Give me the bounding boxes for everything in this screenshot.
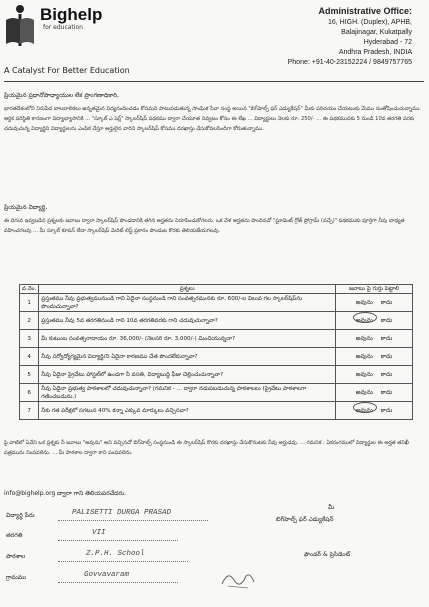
office-line: Balajinagar, Kukatpally [341, 29, 412, 36]
row-question: మీ కుటుంబ సంవత్సరాదాయం రూ. 36,000/- (నెలసరి రూ. 3,000/-) మించియున్నదా? [39, 330, 336, 348]
no-option[interactable]: కాదు [380, 316, 393, 324]
name-value[interactable]: PALISETTI DURGA PRASAD [72, 509, 172, 517]
bighelp-logo-icon [4, 4, 36, 48]
office-title: Administrative Office: [318, 6, 412, 16]
yes-option[interactable]: అవును [355, 370, 373, 378]
yes-option[interactable]: అవును [355, 334, 373, 342]
answer-cell[interactable] [336, 294, 413, 312]
class-label: తరగతి [6, 532, 23, 539]
row-number: 7 [20, 402, 39, 420]
answer-cell[interactable] [336, 330, 413, 348]
yes-option[interactable]: అవును [356, 407, 373, 414]
brand-name: Bighelp [40, 5, 103, 24]
selected-circle-mark [353, 402, 377, 413]
table-row [20, 348, 413, 366]
class-value[interactable]: VII [92, 529, 106, 537]
no-option[interactable]: కాదు [380, 352, 393, 360]
office-line: Hyderabad - 72 [363, 39, 412, 46]
header-serial: వ.నెం. [20, 285, 39, 294]
row-question: ప్రస్తుతము నీవు ప్రభుత్వమునుండి గాని ఏదైనా సంస్థనుండి గాని సంవత్సరమునకు రూ. 600/-ల విలువ గల స్కాలర్‌షిప్‌ను పొందుచున్నావా? [39, 294, 336, 312]
eligibility-table [19, 284, 413, 420]
row-question: నీకు గత పరీక్షలో సగటున 40% కన్నా ఎక్కువ మార్కులు వచ్చినవా? [39, 402, 336, 420]
table-row [20, 366, 413, 384]
row-number: 4 [20, 348, 39, 366]
row-number: 2 [20, 312, 39, 330]
signoff-closing: మీ [328, 504, 335, 511]
intro-body: భారతదేశంలోని నిరుపేద బాలబాలికలు ఉన్నతమైన విద్యనందించడం కోసమని పాటుపడుతున్న సాంఘిక సేవా సంస్థ అయిన "బిగ్‌హెల్ప్ ఫర్ ఎడ్యుకేషన్" మీకు పరిచయం చేయటంకు మేము సంతోషించుచున్నాము. ఆర్థిక పరిస్థితి కారణంగా విద్యాభ్యాసానికి ... "స్కూల్ ఎ పెర్ల్" స్కాలర్‌షిప్ పథకము ద్వారా చేయూత నివ్వటం కోసం ఈ లేఖ ... విద్యార్థులు నెలకు రూ. 250/- ... ఈ పథకమునకు 5 నుండి 10వ తరగతి వరకు చదువుచున్న విద్యార్థిని విద్యార్థులను ఎంపిక చేస్తూ అర్హులైన వారిని స్కాలర్‌షిప్ కోసము దరఖాస్తు చేసుకోవలసిందిగా కోరుతున్నాము. [4, 106, 422, 132]
contact-email: info@bighelp.org ద్వారా గాని తెలియపరచేదరు. [4, 490, 127, 497]
header-answer: జవాబు పై గుర్తు పెట్టాలి [336, 285, 413, 294]
answer-cell[interactable] [336, 348, 413, 366]
no-option[interactable]: కాదు [380, 370, 393, 378]
row-number: 5 [20, 366, 39, 384]
school-label: పాఠశాల [6, 553, 26, 560]
office-line: 16, HIGH. (Duplex), APHB, [327, 19, 412, 26]
class-underline [58, 540, 178, 541]
school-value[interactable]: Z.P.H. School [86, 550, 145, 558]
row-question: ప్రస్తుతము నీవు 5వ తరగతినుండి గాని 10వ తరగతివరకు గాని చదువుచున్నావా? [39, 312, 336, 330]
yes-option[interactable]: అవును [355, 298, 373, 306]
handwritten-signature-icon [218, 566, 258, 590]
name-label: విద్యార్థి పేరు [6, 512, 35, 519]
no-option[interactable]: కాదు [380, 334, 393, 342]
table-row [20, 402, 413, 420]
village-value[interactable]: Govvavaram [84, 571, 130, 579]
row-number: 6 [20, 384, 39, 402]
table-row [20, 384, 413, 402]
table-row [20, 294, 413, 312]
yes-option[interactable]: అవును [356, 317, 373, 324]
header-question: ప్రశ్నలు [39, 285, 336, 294]
name-underline [58, 520, 208, 521]
no-option[interactable]: కాదు [380, 406, 393, 414]
row-number: 3 [20, 330, 39, 348]
answer-cell[interactable] [336, 402, 413, 420]
signoff-org: బిగ్‌హెల్ప్ ఫర్ ఎడ్యుకేషన్ [276, 516, 334, 523]
village-label: గ్రామము [6, 574, 27, 581]
row-question: నీవు సర్వోద్యోగ్యమైన విద్యార్థి/ని ఏదైనా కారణము చేత పొందలేకున్నావా? [39, 348, 336, 366]
student-salutation: ప్రియమైన విద్యార్థి, [4, 204, 48, 211]
office-phone: Phone: +91-40-23152224 / 9849757765 [287, 59, 412, 66]
row-question: నీవు ఏదైనా ప్రభుత్వ పాఠశాలలో చదువుచున్నావా? (గమనిక - ... ద్వారా నడుపబడుచున్న పాఠశాలలు (ప్రైవేటు పాఠశాలగా గణించబడును.) [39, 384, 336, 402]
no-option[interactable]: కాదు [380, 298, 393, 306]
student-note-body: ఈ దిగువ ఇవ్వబడిన ప్రశ్నలకు జవాబు ద్వారా స్కాలర్‌షిప్ పొందడానికి తగిన అర్హతను నిరూపించుకోగలరు. ఒక వేళ అర్హతను పొందినచో "స్టూడెంట్ గ్రోత్ ప్రోగ్రామ్ (వచ్చే)" పథకముకు పూర్తిగా నీవు బాధ్యత వహించగలవు ... మీ స్కూల్ కూపన్ లేదా స్కాలర్‌షిప్ మెరిట్ లిస్ట్ ప్రకారం పొందుట కొరకు తెలియజేయగలవు. [4, 218, 405, 234]
answer-cell[interactable] [336, 312, 413, 330]
eligibility-footer-note: పై వాటిలో ఏవేని ఒక ప్రశ్నకు నీ జవాబు "అవును" అని వచ్చినచో బిగ్‌హెల్ప్ సంస్థనుండి ఈ స్కాలర్‌షిప్ కొరకు దరఖాస్తు చేసుకొనుటకు నీవు అర్హుడవు. ... గమనిక : ఏకరంగములో విద్యార్థుల ఈ అర్హత తనిఖీ పత్రమును నింపవలెను. ... మీ పాఠశాల ద్వారా కాని పంపవలెను. [4, 440, 409, 456]
table-row [20, 330, 413, 348]
brand-subtitle: for education [43, 24, 83, 31]
signoff-role: ఫౌండర్ & ప్రెసిడెంట్ [304, 551, 351, 558]
answer-cell[interactable] [336, 384, 413, 402]
yes-option[interactable]: అవును [355, 388, 373, 396]
row-question: నీవు ఏదైనా ప్రైవేటు హాస్టల్‌లో ఉండగా నీ వసతి, విద్యాబుద్ధి ఫీజు చెల్లించుచున్నావా? [39, 366, 336, 384]
office-address [232, 5, 412, 68]
selected-circle-mark [353, 312, 377, 323]
table-row [20, 312, 413, 330]
answer-cell[interactable] [336, 366, 413, 384]
tagline: A Catalyst For Better Education [4, 66, 130, 75]
table-header-row [20, 285, 413, 294]
office-line: Andhra Pradesh, INDIA [338, 49, 412, 56]
village-underline [58, 582, 178, 583]
yes-option[interactable]: అవును [355, 352, 373, 360]
row-number: 1 [20, 294, 39, 312]
school-underline [58, 561, 188, 562]
no-option[interactable]: కాదు [380, 388, 393, 396]
intro-salutation: ప్రియమైన ప్రధానోపాధ్యాయుల లేక ప్రాంగణాధికారి, [4, 92, 119, 99]
header-divider [4, 81, 424, 82]
